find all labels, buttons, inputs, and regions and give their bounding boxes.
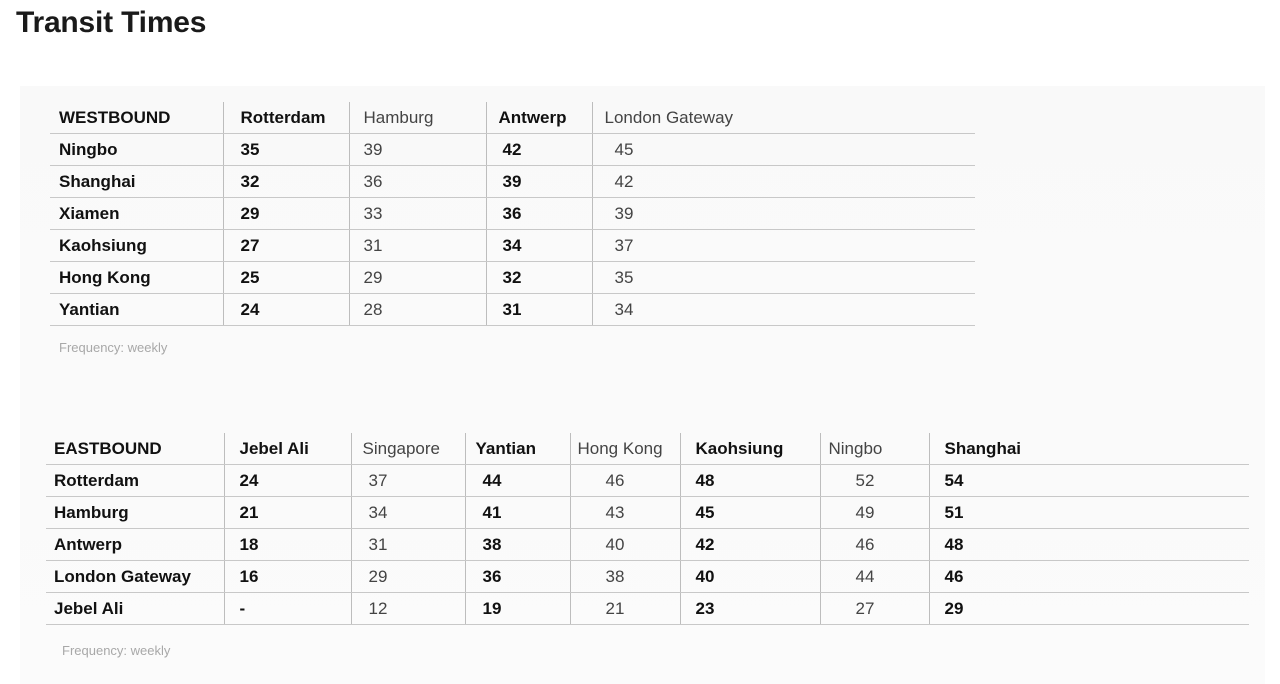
- westbound-transit-days: 33: [349, 198, 486, 230]
- westbound-transit-days: 35: [223, 134, 349, 166]
- eastbound-table-row: [46, 465, 1249, 497]
- westbound-transit-days: 24: [223, 294, 349, 326]
- eastbound-transit-days: 49: [820, 497, 929, 529]
- eastbound-transit-days: 41: [465, 497, 570, 529]
- westbound-transit-days: 37: [592, 230, 975, 262]
- westbound-transit-days: 34: [486, 230, 592, 262]
- eastbound-column-header: Jebel Ali: [224, 433, 351, 465]
- westbound-transit-days: 32: [223, 166, 349, 198]
- eastbound-transit-days: 12: [351, 593, 465, 625]
- westbound-port-name: Ningbo: [50, 134, 223, 166]
- eastbound-transit-days: 43: [570, 497, 680, 529]
- westbound-transit-days: 42: [486, 134, 592, 166]
- eastbound-transit-days: 19: [465, 593, 570, 625]
- page-title: Transit Times: [16, 6, 207, 39]
- westbound-transit-days: 36: [486, 198, 592, 230]
- eastbound-transit-days: 46: [929, 561, 1249, 593]
- westbound-transit-days: 29: [223, 198, 349, 230]
- eastbound-transit-days: 29: [929, 593, 1249, 625]
- eastbound-transit-days: -: [224, 593, 351, 625]
- westbound-port-name: Kaohsiung: [50, 230, 223, 262]
- eastbound-transit-days: 34: [351, 497, 465, 529]
- westbound-transit-days: 32: [486, 262, 592, 294]
- eastbound-transit-days: 38: [465, 529, 570, 561]
- westbound-table-row: [50, 294, 975, 326]
- eastbound-column-header: Shanghai: [929, 433, 1249, 465]
- eastbound-frequency-note: Frequency: weekly: [62, 643, 171, 658]
- eastbound-transit-days: 54: [929, 465, 1249, 497]
- westbound-port-name: Xiamen: [50, 198, 223, 230]
- eastbound-column-header: Kaohsiung: [680, 433, 820, 465]
- westbound-column-header: Hamburg: [349, 102, 486, 134]
- westbound-transit-days: 25: [223, 262, 349, 294]
- westbound-table-row: [50, 166, 975, 198]
- eastbound-transit-days: 37: [351, 465, 465, 497]
- westbound-table-row: [50, 230, 975, 262]
- eastbound-column-header: Ningbo: [820, 433, 929, 465]
- eastbound-transit-days: 18: [224, 529, 351, 561]
- eastbound-transit-days: 42: [680, 529, 820, 561]
- eastbound-transit-days: 40: [570, 529, 680, 561]
- eastbound-transit-days: 44: [820, 561, 929, 593]
- eastbound-port-name: London Gateway: [46, 561, 224, 593]
- westbound-transit-days: 39: [349, 134, 486, 166]
- eastbound-table: [46, 433, 1249, 625]
- eastbound-transit-days: 38: [570, 561, 680, 593]
- westbound-transit-days: 34: [592, 294, 975, 326]
- eastbound-transit-days: 46: [570, 465, 680, 497]
- eastbound-port-name: Antwerp: [46, 529, 224, 561]
- eastbound-column-header: EASTBOUND: [46, 433, 224, 465]
- westbound-port-name: Yantian: [50, 294, 223, 326]
- eastbound-table-row: [46, 593, 1249, 625]
- eastbound-transit-days: 23: [680, 593, 820, 625]
- westbound-table-row: [50, 262, 975, 294]
- eastbound-table-row: [46, 561, 1249, 593]
- eastbound-transit-days: 24: [224, 465, 351, 497]
- eastbound-transit-days: 31: [351, 529, 465, 561]
- eastbound-column-header: Singapore: [351, 433, 465, 465]
- westbound-transit-days: 35: [592, 262, 975, 294]
- westbound-table: [50, 102, 975, 326]
- westbound-column-header: Rotterdam: [223, 102, 349, 134]
- westbound-table-row: [50, 198, 975, 230]
- westbound-transit-days: 31: [349, 230, 486, 262]
- eastbound-transit-days: 52: [820, 465, 929, 497]
- eastbound-transit-days: 36: [465, 561, 570, 593]
- eastbound-transit-days: 21: [570, 593, 680, 625]
- eastbound-port-name: Jebel Ali: [46, 593, 224, 625]
- westbound-transit-days: 42: [592, 166, 975, 198]
- eastbound-port-name: Hamburg: [46, 497, 224, 529]
- westbound-transit-days: 28: [349, 294, 486, 326]
- eastbound-transit-days: 48: [680, 465, 820, 497]
- eastbound-column-header: Hong Kong: [570, 433, 680, 465]
- westbound-transit-days: 36: [349, 166, 486, 198]
- westbound-table-row: [50, 134, 975, 166]
- eastbound-transit-days: 40: [680, 561, 820, 593]
- eastbound-column-header: Yantian: [465, 433, 570, 465]
- eastbound-transit-days: 44: [465, 465, 570, 497]
- westbound-column-header: London Gateway: [592, 102, 975, 134]
- westbound-header-row: [50, 102, 975, 134]
- westbound-column-header: WESTBOUND: [50, 102, 223, 134]
- eastbound-transit-days: 27: [820, 593, 929, 625]
- eastbound-transit-days: 21: [224, 497, 351, 529]
- westbound-transit-days: 27: [223, 230, 349, 262]
- eastbound-transit-days: 16: [224, 561, 351, 593]
- eastbound-header-row: [46, 433, 1249, 465]
- eastbound-transit-days: 48: [929, 529, 1249, 561]
- eastbound-table-row: [46, 497, 1249, 529]
- westbound-transit-days: 39: [592, 198, 975, 230]
- westbound-transit-days: 31: [486, 294, 592, 326]
- eastbound-port-name: Rotterdam: [46, 465, 224, 497]
- westbound-frequency-note: Frequency: weekly: [59, 340, 168, 355]
- eastbound-transit-days: 45: [680, 497, 820, 529]
- westbound-column-header: Antwerp: [486, 102, 592, 134]
- westbound-port-name: Shanghai: [50, 166, 223, 198]
- eastbound-table-row: [46, 529, 1249, 561]
- westbound-transit-days: 29: [349, 262, 486, 294]
- westbound-transit-days: 39: [486, 166, 592, 198]
- eastbound-transit-days: 51: [929, 497, 1249, 529]
- eastbound-transit-days: 29: [351, 561, 465, 593]
- westbound-transit-days: 45: [592, 134, 975, 166]
- westbound-port-name: Hong Kong: [50, 262, 223, 294]
- eastbound-transit-days: 46: [820, 529, 929, 561]
